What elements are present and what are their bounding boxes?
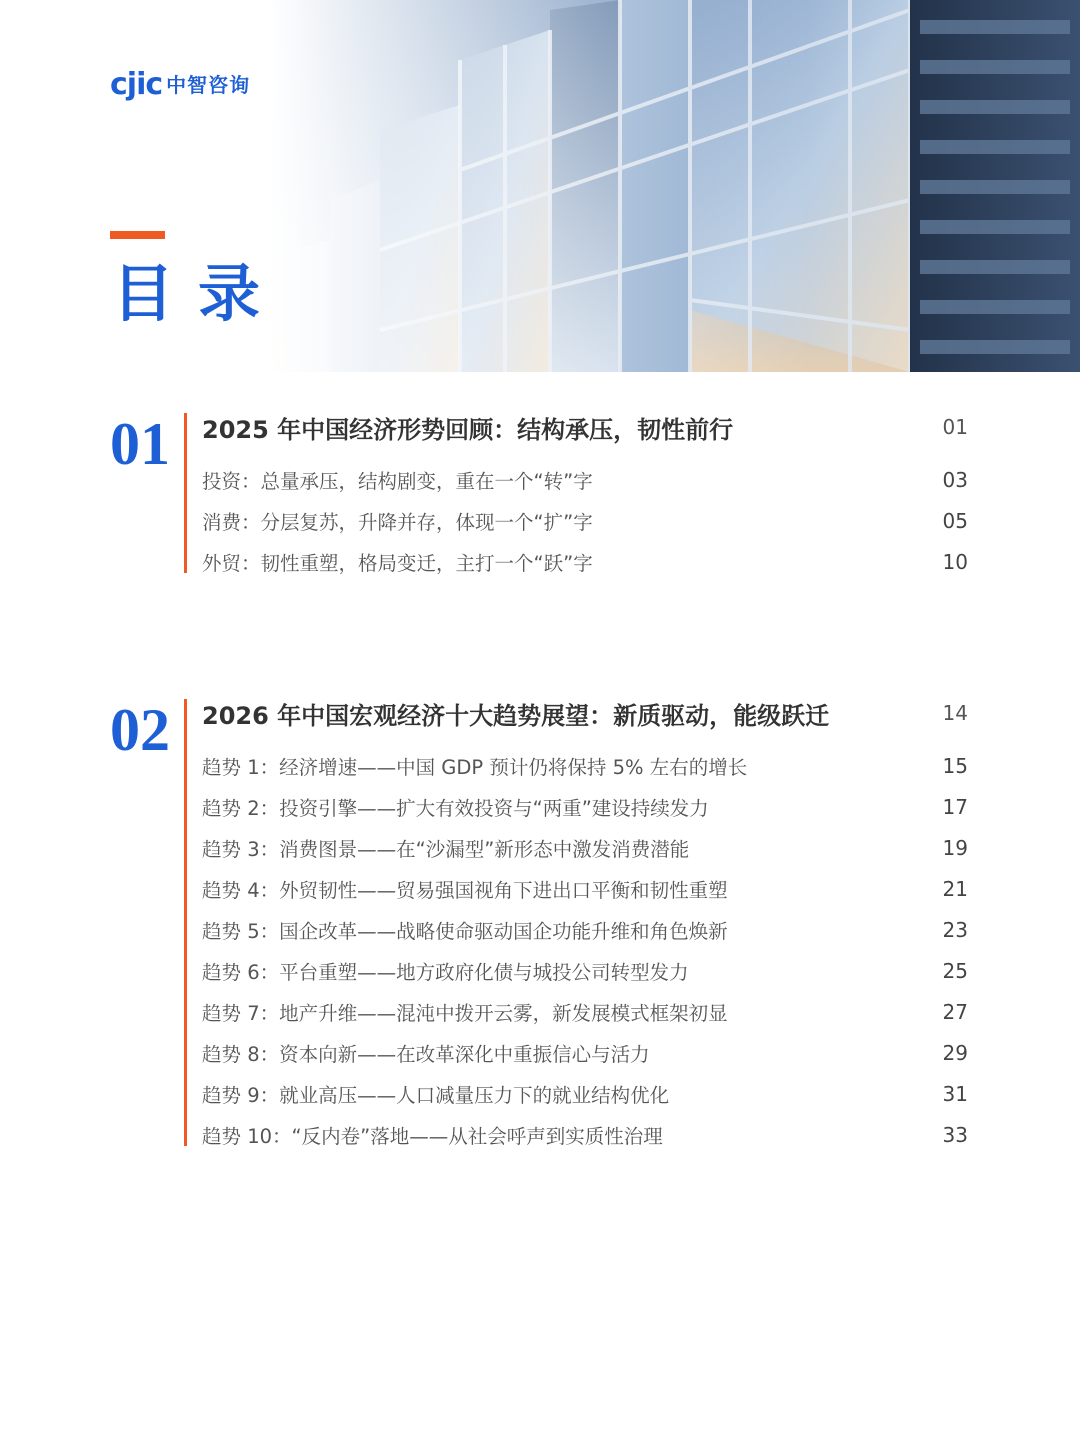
toc-page-number: 01 bbox=[942, 415, 968, 439]
toc-page-number: 17 bbox=[942, 795, 968, 819]
toc-item-row[interactable] bbox=[202, 547, 968, 577]
toc-item-row[interactable] bbox=[202, 1079, 968, 1109]
toc-page-number: 33 bbox=[942, 1123, 968, 1147]
toc-page-number: 14 bbox=[942, 701, 968, 725]
logo-text: 中智咨询 bbox=[166, 73, 251, 97]
section-divider bbox=[184, 699, 187, 1146]
toc-page-number: 21 bbox=[942, 877, 968, 901]
toc-item-title: 外贸：韧性重塑，格局变迁，主打一个“跃”字 bbox=[202, 552, 593, 575]
toc-heading-row[interactable] bbox=[202, 410, 968, 444]
toc-item-title: 消费：分层复苏，升降并存，体现一个“扩”字 bbox=[202, 511, 593, 534]
toc-item-title: 趋势 1：经济增速——中国 GDP 预计仍将保持 5% 左右的增长 bbox=[202, 756, 748, 779]
toc-item-title: 趋势 9：就业高压——人口减量压力下的就业结构优化 bbox=[202, 1084, 670, 1107]
toc-item-row[interactable] bbox=[202, 833, 968, 863]
toc-page-number: 10 bbox=[942, 550, 968, 574]
toc-item-row[interactable] bbox=[202, 1120, 968, 1150]
toc-item-title: 趋势 4：外贸韧性——贸易强国视角下进出口平衡和韧性重塑 bbox=[202, 879, 728, 902]
toc-item-row[interactable] bbox=[202, 465, 968, 495]
toc-page-number: 29 bbox=[942, 1041, 968, 1065]
toc-item-row[interactable] bbox=[202, 915, 968, 945]
toc-page-number: 27 bbox=[942, 1000, 968, 1024]
toc-page-number: 25 bbox=[942, 959, 968, 983]
toc-page-number: 03 bbox=[942, 468, 968, 492]
company-logo bbox=[110, 68, 250, 102]
toc-page-number: 23 bbox=[942, 918, 968, 942]
toc-page-number: 19 bbox=[942, 836, 968, 860]
section-divider bbox=[184, 413, 187, 573]
toc-item-row[interactable] bbox=[202, 874, 968, 904]
toc-item-title: 趋势 5：国企改革——战略使命驱动国企功能升维和角色焕新 bbox=[202, 920, 728, 943]
page-title: 目录 bbox=[112, 257, 285, 330]
toc-item-title: 趋势 6：平台重塑——地方政府化债与城投公司转型发力 bbox=[202, 961, 689, 984]
toc-item-title: 投资：总量承压，结构剧变，重在一个“转”字 bbox=[202, 470, 593, 493]
toc-item-row[interactable] bbox=[202, 506, 968, 536]
toc-page-number: 05 bbox=[942, 509, 968, 533]
toc-item-row[interactable] bbox=[202, 1038, 968, 1068]
toc-item-title: 趋势 10：“反内卷”落地——从社会呼声到实质性治理 bbox=[202, 1125, 663, 1148]
toc-item-title: 趋势 2：投资引擎——扩大有效投资与“两重”建设持续发力 bbox=[202, 797, 709, 820]
section-number: 02 bbox=[110, 697, 170, 763]
toc-heading-title: 2025 年中国经济形势回顾：结构承压，韧性前行 bbox=[202, 415, 734, 444]
logo-mark: cjic bbox=[110, 67, 163, 102]
toc-item-title: 趋势 7：地产升维——混沌中拨开云雾，新发展模式框架初显 bbox=[202, 1002, 728, 1025]
toc-item-row[interactable] bbox=[202, 956, 968, 986]
section-number: 01 bbox=[110, 411, 170, 477]
toc-heading-row[interactable] bbox=[202, 696, 968, 730]
toc-item-title: 趋势 8：资本向新——在改革深化中重振信心与活力 bbox=[202, 1043, 650, 1066]
title-accent-bar bbox=[110, 231, 165, 239]
toc-page-number: 31 bbox=[942, 1082, 968, 1106]
toc-page-number: 15 bbox=[942, 754, 968, 778]
toc-item-row[interactable] bbox=[202, 997, 968, 1027]
toc-item-row[interactable] bbox=[202, 751, 968, 781]
toc-item-row[interactable] bbox=[202, 792, 968, 822]
toc-heading-title: 2026 年中国宏观经济十大趋势展望：新质驱动，能级跃迁 bbox=[202, 701, 830, 730]
toc-item-title: 趋势 3：消费图景——在“沙漏型”新形态中激发消费潜能 bbox=[202, 838, 690, 861]
